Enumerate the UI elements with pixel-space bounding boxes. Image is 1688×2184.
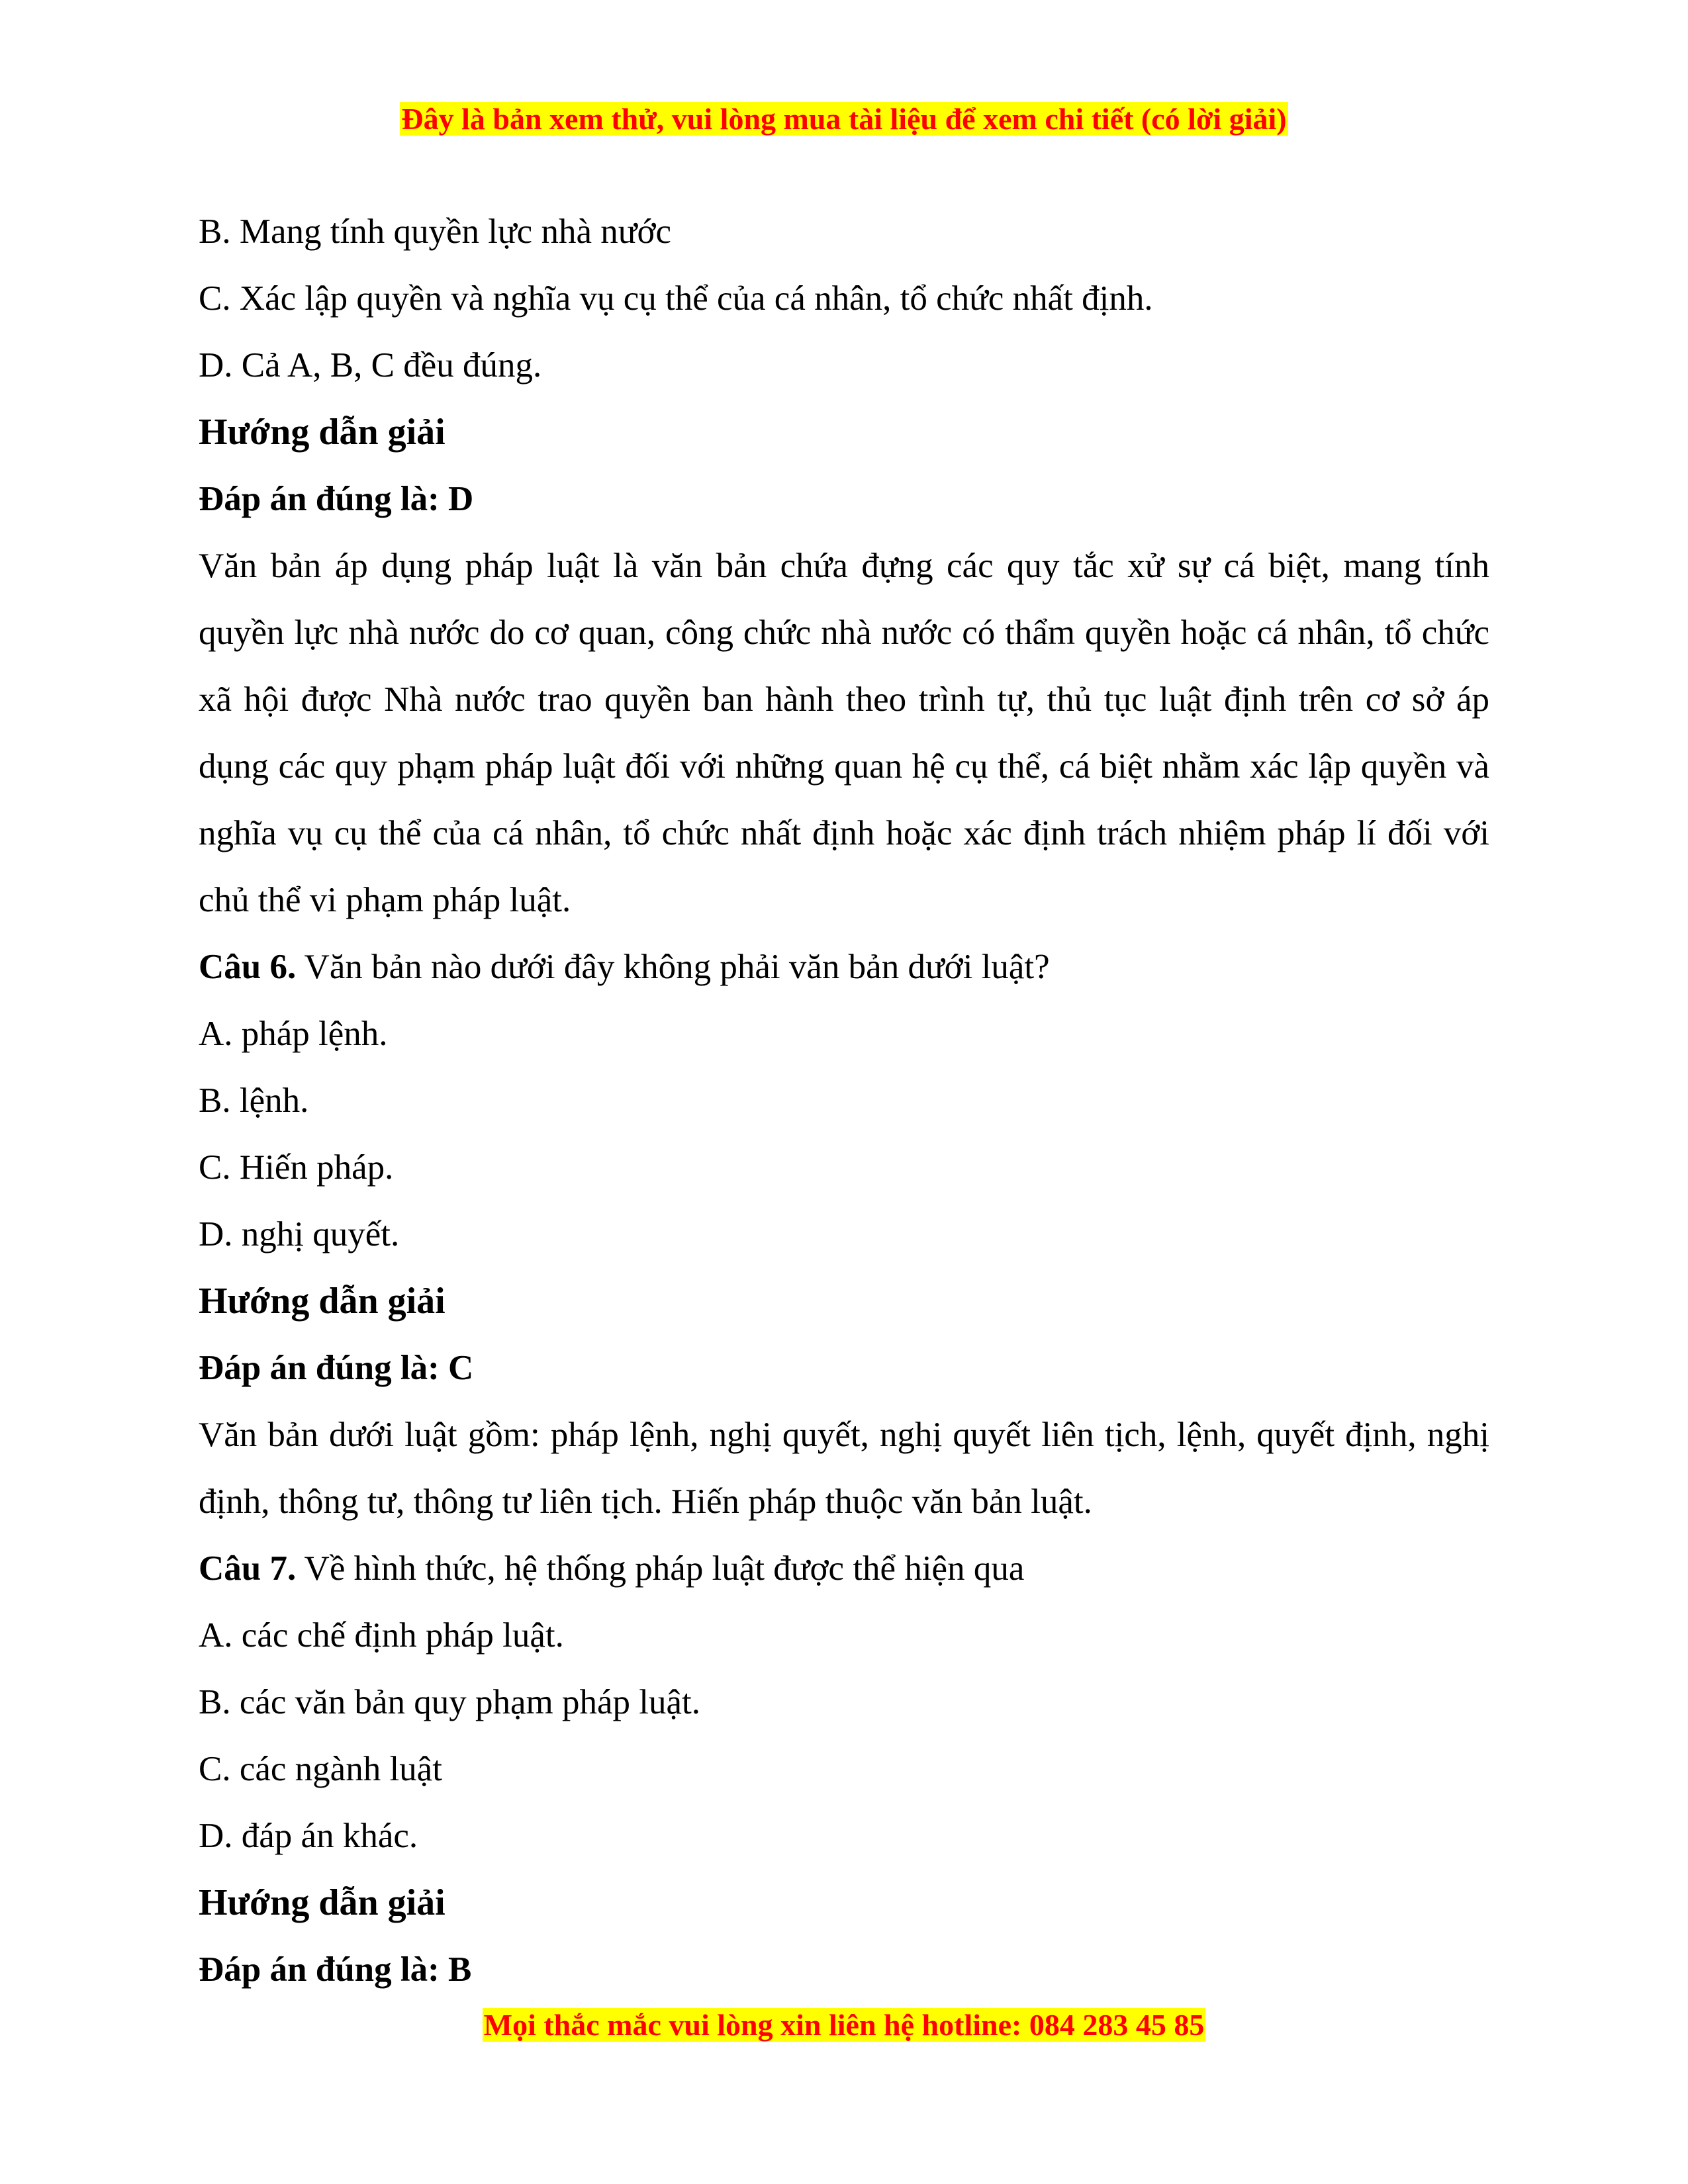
q5-explanation: Văn bản áp dụng pháp luật là văn bản chứa đựng các quy tắc xử sự cá biệt, mang tính quyền lực nhà nước do cơ quan, công chức nhà nước có thẩm quyền hoặc cá nhân, tổ chức xã hội được Nhà nước trao quyền ban hành theo trình tự, thủ tục luật định trên cơ sở áp dụng các quy phạm pháp luật đối với những quan hệ cụ thể, cá biệt nhằm xác lập quyền và nghĩa vụ cụ thể của cá nhân, tổ chức nhất định hoặc xác định trách nhiệm pháp lí đối với chủ thể vi phạm pháp luật. [199, 547, 1489, 919]
q7-option-d: D. đáp án khác. [199, 1817, 418, 1855]
q7-question [199, 1535, 1489, 1602]
q7-option-c: C. các ngành luật [199, 1750, 442, 1788]
q6-question [199, 934, 1489, 1001]
q5-guide-heading: Hướng dẫn giải [199, 412, 445, 453]
q5-option-d: D. Cả A, B, C đều đúng. [199, 346, 542, 385]
hotline-notice-banner [0, 2005, 1688, 2045]
q6-text: Văn bản nào dưới đây không phải văn bản dưới luật? [296, 948, 1050, 986]
q6-option-a: A. pháp lệnh. [199, 1015, 388, 1053]
q5-option-c: C. Xác lập quyền và nghĩa vụ cụ thể của cá nhân, tổ chức nhất định. [199, 279, 1153, 318]
preview-notice-banner [0, 99, 1688, 139]
q5-option-b: B. Mang tính quyền lực nhà nước [199, 212, 671, 251]
q6-option-b: B. lệnh. [199, 1081, 309, 1120]
q7-label: Câu 7. [199, 1549, 297, 1588]
q6-label: Câu 6. [199, 948, 297, 986]
q6-guide-heading: Hướng dẫn giải [199, 1281, 445, 1322]
preview-notice-text: Đây là bản xem thử, vui lòng mua tài liệu để xem chi tiết (có lời giải) [401, 102, 1287, 136]
hotline-notice-text: Mọi thắc mắc vui lòng xin liên hệ hotline: 084 283 45 85 [483, 2008, 1205, 2042]
q6-explanation: Văn bản dưới luật gồm: pháp lệnh, nghị quyết, nghị quyết liên tịch, lệnh, quyết định, nghị định, thông tư, thông tư liên tịch. Hiến pháp thuộc văn bản luật. [199, 1416, 1489, 1521]
q5-answer: Đáp án đúng là: D [199, 480, 474, 518]
q7-option-a: A. các chế định pháp luật. [199, 1616, 564, 1655]
q7-answer: Đáp án đúng là: B [199, 1950, 472, 1989]
q7-option-b: B. các văn bản quy phạm pháp luật. [199, 1683, 700, 1721]
q7-text: Về hình thức, hệ thống pháp luật được thể hiện qua [296, 1549, 1025, 1588]
document-body [199, 199, 1489, 2003]
q6-answer: Đáp án đúng là: C [199, 1349, 474, 1387]
q6-option-d: D. nghị quyết. [199, 1215, 400, 1253]
q7-guide-heading: Hướng dẫn giải [199, 1882, 445, 1923]
q6-option-c: C. Hiến pháp. [199, 1148, 394, 1187]
